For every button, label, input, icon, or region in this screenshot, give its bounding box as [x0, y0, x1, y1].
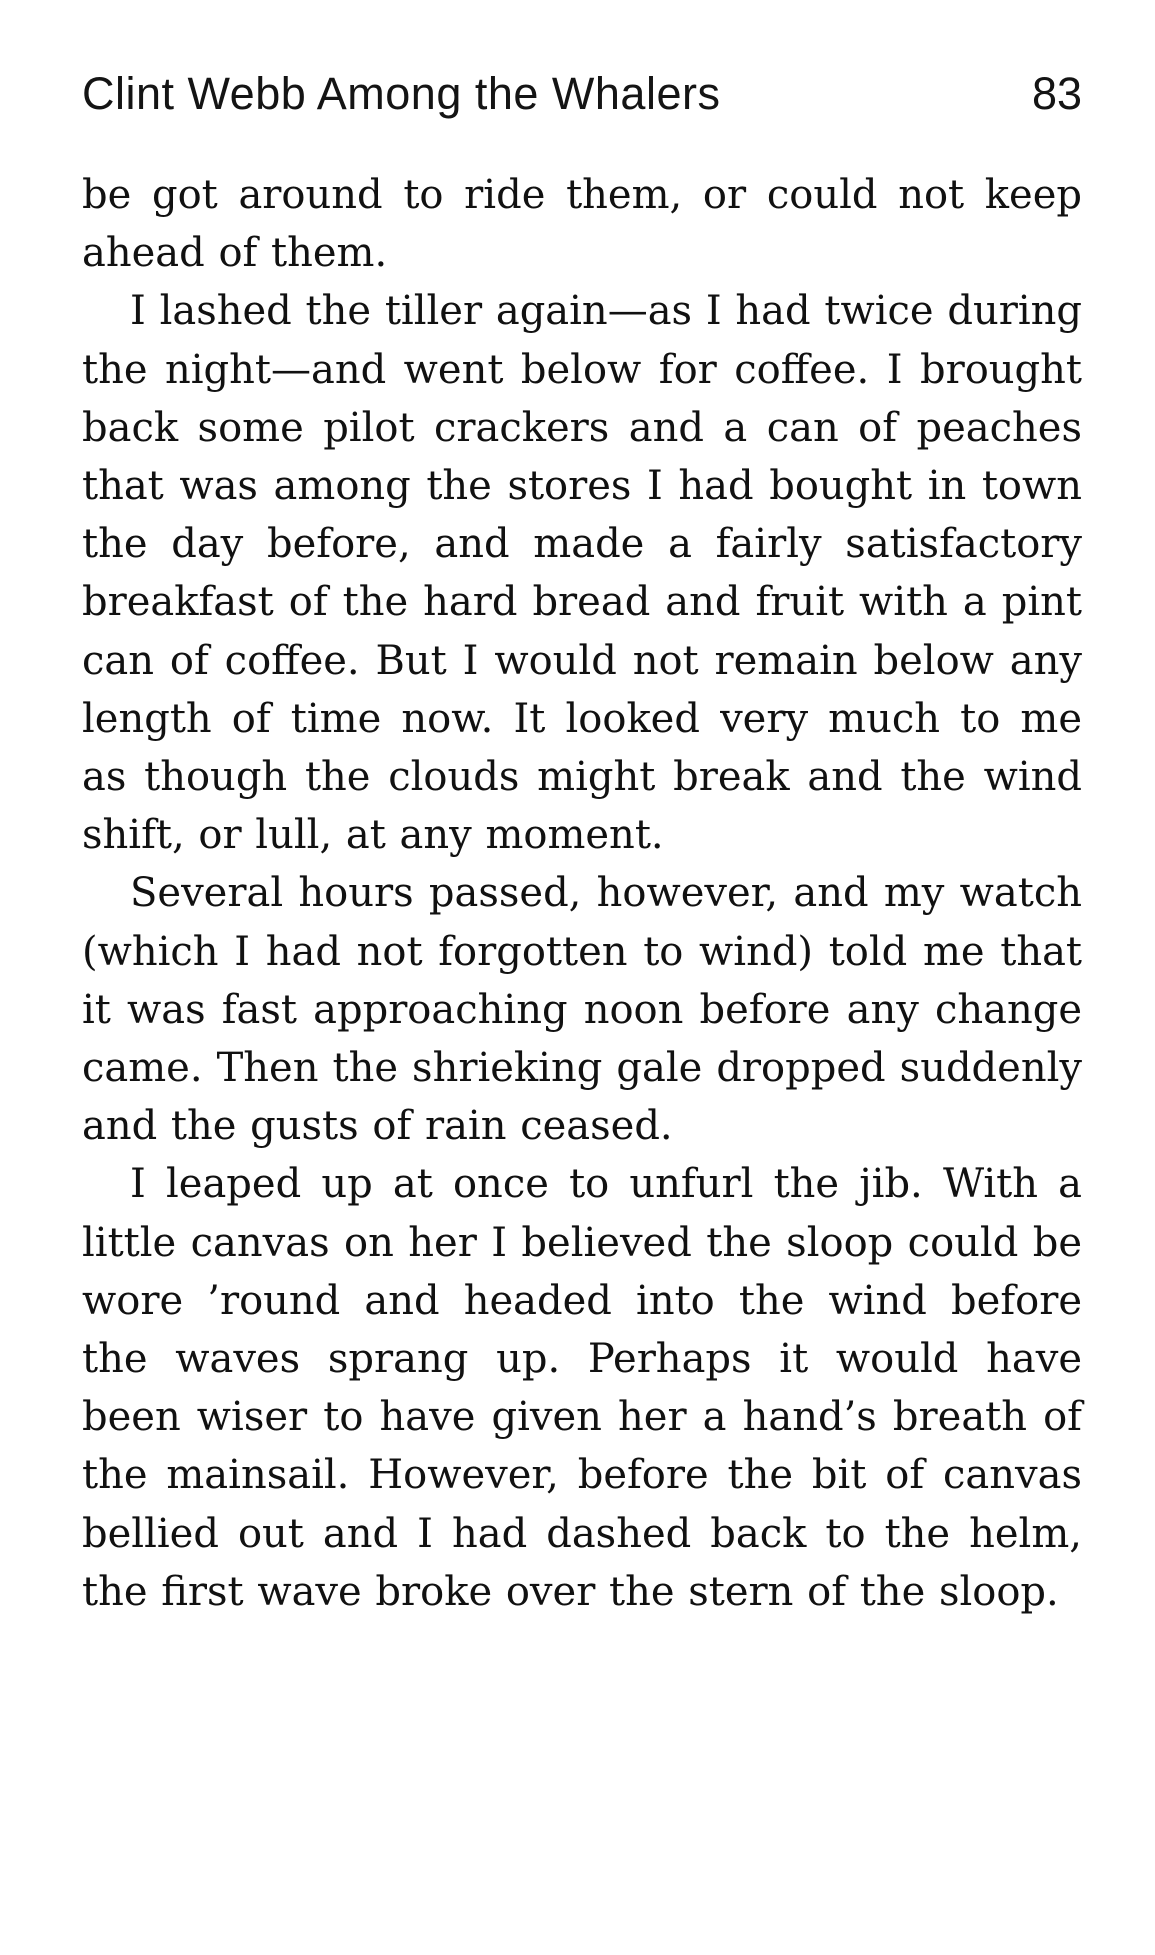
paragraph-continued: be got around to ride them, or could not keep ahead of them.: [82, 172, 1082, 277]
running-head: [82, 64, 1082, 124]
paragraph: I leaped up at once to unfurl the jib. With a little canvas on her I believed the sloop could be wore ’round and headed into the wind before the waves sprang up. Perhaps it would have been wiser to have given her a hand’s breath of the mainsail. However, before the bit of canvas bellied out and I had dashed back to the helm, the first wave broke over the stern of the sloop.: [82, 1161, 1082, 1615]
body-text: [82, 166, 1082, 1621]
running-head-title: Clint Webb Among the Whalers: [82, 68, 721, 119]
paragraph: Several hours passed, however, and my watch (which I had not forgotten to wind) told me that it was fast approaching noon before any change came. Then the shrieking gale dropped suddenly and the gusts of rain ceased.: [82, 870, 1082, 1150]
page-number: 83: [1031, 68, 1082, 119]
paragraph: I lashed the tiller again—as I had twice during the night—and went below for coffee. I brought back some pilot crackers and a can of peaches that was among the stores I had bought in town the day before, and made a fairly satisfactory breakfast of the hard bread and fruit with a pint can of coffee. But I would not remain below any length of time now. It looked very much to me as though the clouds might break and the wind shift, or lull, at any moment.: [82, 288, 1082, 859]
